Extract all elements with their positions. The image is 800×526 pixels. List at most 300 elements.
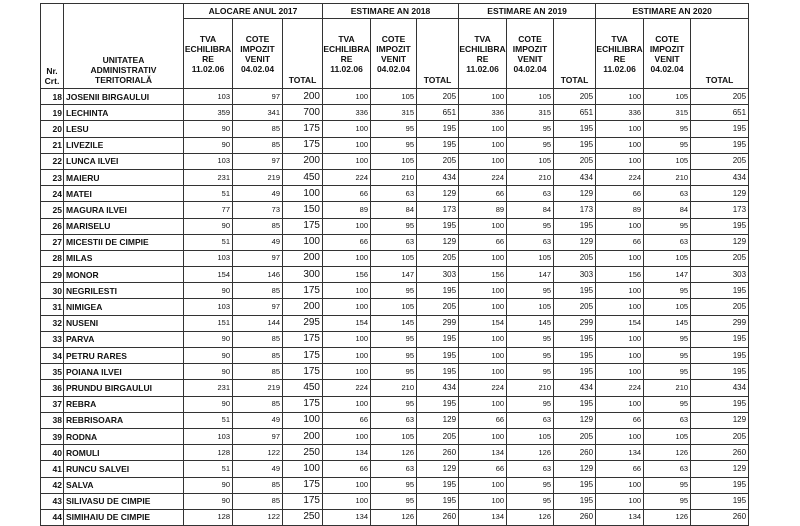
group-header-2019: ESTIMARE AN 2019 xyxy=(459,4,596,19)
cote-value: 95 xyxy=(507,283,554,299)
total-value: 195 xyxy=(554,477,596,493)
total-value: 700 xyxy=(283,105,323,121)
total-value: 129 xyxy=(554,234,596,250)
cote-value: 97 xyxy=(233,89,283,105)
total-value: 129 xyxy=(691,234,749,250)
cote-value: 105 xyxy=(371,153,417,169)
table-row xyxy=(41,234,749,250)
total-value: 205 xyxy=(691,89,749,105)
cote-value: 97 xyxy=(233,428,283,444)
tva-value: 66 xyxy=(596,186,644,202)
total-value: 195 xyxy=(417,348,459,364)
tva-value: 51 xyxy=(184,234,233,250)
cote-value: 105 xyxy=(507,299,554,315)
tva-value: 51 xyxy=(184,186,233,202)
cote-value: 210 xyxy=(371,380,417,396)
total-value: 195 xyxy=(417,396,459,412)
total-value: 175 xyxy=(283,364,323,380)
row-number: 39 xyxy=(41,428,64,444)
table-row xyxy=(41,331,749,347)
cote-value: 85 xyxy=(233,477,283,493)
total-value: 175 xyxy=(283,396,323,412)
cote-value: 105 xyxy=(371,250,417,266)
tva-value: 100 xyxy=(323,428,371,444)
row-number: 36 xyxy=(41,380,64,396)
total-value: 303 xyxy=(417,267,459,283)
cote-value: 63 xyxy=(644,234,691,250)
tva-value: 100 xyxy=(323,364,371,380)
total-value: 303 xyxy=(554,267,596,283)
tva-value: 100 xyxy=(459,121,507,137)
group-header-row xyxy=(41,4,749,19)
total-value: 651 xyxy=(417,105,459,121)
cote-value: 145 xyxy=(507,315,554,331)
total-value: 195 xyxy=(554,364,596,380)
total-value: 175 xyxy=(283,283,323,299)
tva-value: 66 xyxy=(459,412,507,428)
unit-name: RODNA xyxy=(64,428,184,444)
tva-value: 100 xyxy=(459,218,507,234)
row-number: 42 xyxy=(41,477,64,493)
tva-value: 100 xyxy=(323,218,371,234)
tva-value: 89 xyxy=(323,202,371,218)
tva-value: 100 xyxy=(459,250,507,266)
tva-value: 89 xyxy=(596,202,644,218)
cote-value: 105 xyxy=(507,250,554,266)
total-value: 195 xyxy=(554,331,596,347)
tva-value: 100 xyxy=(596,331,644,347)
total-value: 205 xyxy=(417,89,459,105)
tva-value: 100 xyxy=(459,477,507,493)
total-value: 260 xyxy=(554,509,596,525)
table-row xyxy=(41,509,749,525)
unit-name: SILIVASU DE CIMPIE xyxy=(64,493,184,509)
table-row xyxy=(41,412,749,428)
cote-value: 49 xyxy=(233,412,283,428)
cote-value: 105 xyxy=(371,428,417,444)
group-header-2020: ESTIMARE AN 2020 xyxy=(596,4,749,19)
tva-value: 154 xyxy=(596,315,644,331)
cote-value: 146 xyxy=(233,267,283,283)
tva-value: 51 xyxy=(184,412,233,428)
total-value: 195 xyxy=(691,348,749,364)
total-value: 651 xyxy=(691,105,749,121)
total-value: 173 xyxy=(417,202,459,218)
cote-value: 95 xyxy=(507,396,554,412)
table-row xyxy=(41,137,749,153)
cote-value: 63 xyxy=(507,186,554,202)
total-value: 129 xyxy=(554,461,596,477)
cote-value: 210 xyxy=(644,380,691,396)
row-number: 30 xyxy=(41,283,64,299)
total-value: 195 xyxy=(691,396,749,412)
table-row xyxy=(41,121,749,137)
tva-value: 100 xyxy=(596,283,644,299)
cote-value: 95 xyxy=(644,477,691,493)
tva-value: 231 xyxy=(184,169,233,185)
tva-value: 103 xyxy=(184,89,233,105)
tva-value: 100 xyxy=(459,299,507,315)
unit-name: MAGURA ILVEI xyxy=(64,202,184,218)
total-value: 205 xyxy=(691,428,749,444)
total-value: 434 xyxy=(691,169,749,185)
total-value: 205 xyxy=(417,153,459,169)
cote-value: 126 xyxy=(371,509,417,525)
table-row xyxy=(41,250,749,266)
cote-value: 84 xyxy=(644,202,691,218)
row-number: 23 xyxy=(41,169,64,185)
cote-value: 210 xyxy=(507,169,554,185)
cote-value: 145 xyxy=(644,315,691,331)
tva-value: 100 xyxy=(596,364,644,380)
tva-value: 103 xyxy=(184,299,233,315)
row-number: 43 xyxy=(41,493,64,509)
table-row xyxy=(41,299,749,315)
cote-value: 219 xyxy=(233,380,283,396)
cote-value: 95 xyxy=(644,137,691,153)
cote-value: 95 xyxy=(371,283,417,299)
tva-value: 100 xyxy=(323,477,371,493)
total-header-2019: TOTAL xyxy=(554,19,596,89)
nr-crt-header: Nr. Crt. xyxy=(41,4,64,89)
total-value: 205 xyxy=(691,153,749,169)
total-value: 205 xyxy=(554,299,596,315)
tva-value: 90 xyxy=(184,137,233,153)
total-value: 434 xyxy=(554,380,596,396)
unit-name: REBRISOARA xyxy=(64,412,184,428)
cote-value: 219 xyxy=(233,169,283,185)
total-value: 450 xyxy=(283,380,323,396)
tva-value: 224 xyxy=(323,380,371,396)
tva-value: 66 xyxy=(323,461,371,477)
tva-value: 100 xyxy=(596,477,644,493)
cote-value: 95 xyxy=(371,121,417,137)
unit-name: SIMIHAIU DE CIMPIE xyxy=(64,509,184,525)
total-value: 175 xyxy=(283,493,323,509)
tva-value: 128 xyxy=(184,445,233,461)
table-row xyxy=(41,89,749,105)
cote-value: 95 xyxy=(371,218,417,234)
table-row xyxy=(41,153,749,169)
total-value: 205 xyxy=(691,250,749,266)
tva-value: 100 xyxy=(323,89,371,105)
tva-value: 100 xyxy=(596,428,644,444)
cote-value: 95 xyxy=(371,396,417,412)
total-value: 434 xyxy=(417,169,459,185)
total-value: 195 xyxy=(554,283,596,299)
total-value: 205 xyxy=(554,250,596,266)
cote-value: 144 xyxy=(233,315,283,331)
cote-value: 147 xyxy=(371,267,417,283)
unit-name: ROMULI xyxy=(64,445,184,461)
cote-value: 63 xyxy=(644,461,691,477)
total-value: 450 xyxy=(283,169,323,185)
tva-value: 100 xyxy=(459,89,507,105)
tva-header-2018: TVA ECHILIBRA RE 11.02.06 xyxy=(323,19,371,89)
cote-value: 63 xyxy=(371,234,417,250)
total-value: 260 xyxy=(691,445,749,461)
total-value: 205 xyxy=(691,299,749,315)
row-number: 33 xyxy=(41,331,64,347)
total-value: 129 xyxy=(417,461,459,477)
tva-value: 336 xyxy=(323,105,371,121)
table-row xyxy=(41,202,749,218)
total-value: 100 xyxy=(283,461,323,477)
tva-value: 100 xyxy=(323,493,371,509)
tva-value: 154 xyxy=(459,315,507,331)
tva-value: 90 xyxy=(184,364,233,380)
tva-value: 66 xyxy=(323,412,371,428)
total-value: 651 xyxy=(554,105,596,121)
total-value: 100 xyxy=(283,234,323,250)
tva-value: 134 xyxy=(459,445,507,461)
tva-value: 224 xyxy=(323,169,371,185)
total-value: 195 xyxy=(417,493,459,509)
total-value: 195 xyxy=(691,137,749,153)
cote-value: 97 xyxy=(233,299,283,315)
tva-value: 134 xyxy=(596,445,644,461)
row-number: 26 xyxy=(41,218,64,234)
row-number: 40 xyxy=(41,445,64,461)
total-value: 100 xyxy=(283,412,323,428)
cote-value: 95 xyxy=(507,137,554,153)
cote-value: 126 xyxy=(644,509,691,525)
tva-value: 100 xyxy=(596,121,644,137)
row-number: 28 xyxy=(41,250,64,266)
cote-value: 85 xyxy=(233,283,283,299)
table-row xyxy=(41,283,749,299)
row-number: 21 xyxy=(41,137,64,153)
cote-value: 49 xyxy=(233,461,283,477)
tva-value: 134 xyxy=(323,445,371,461)
unit-name: LESU xyxy=(64,121,184,137)
tva-value: 100 xyxy=(459,137,507,153)
tva-value: 90 xyxy=(184,218,233,234)
tva-header-2020: TVA ECHILIBRA RE 11.02.06 xyxy=(596,19,644,89)
total-value: 200 xyxy=(283,153,323,169)
cote-value: 95 xyxy=(507,477,554,493)
total-header-2017: TOTAL xyxy=(283,19,323,89)
cote-value: 95 xyxy=(507,364,554,380)
cote-value: 341 xyxy=(233,105,283,121)
total-value: 195 xyxy=(417,364,459,380)
total-value: 200 xyxy=(283,428,323,444)
total-value: 250 xyxy=(283,445,323,461)
cote-value: 84 xyxy=(371,202,417,218)
unit-name: PETRU RARES xyxy=(64,348,184,364)
row-number: 18 xyxy=(41,89,64,105)
row-number: 22 xyxy=(41,153,64,169)
cote-value: 85 xyxy=(233,137,283,153)
table-row xyxy=(41,218,749,234)
cote-value: 85 xyxy=(233,396,283,412)
cote-value: 147 xyxy=(507,267,554,283)
cote-value: 315 xyxy=(644,105,691,121)
tva-value: 224 xyxy=(596,380,644,396)
cote-value: 95 xyxy=(507,218,554,234)
tva-value: 231 xyxy=(184,380,233,396)
total-value: 175 xyxy=(283,331,323,347)
cote-value: 49 xyxy=(233,234,283,250)
unit-name: MARISELU xyxy=(64,218,184,234)
tva-value: 103 xyxy=(184,153,233,169)
total-value: 100 xyxy=(283,186,323,202)
total-value: 173 xyxy=(554,202,596,218)
unit-name: PRUNDU BIRGAULUI xyxy=(64,380,184,396)
total-value: 175 xyxy=(283,218,323,234)
cote-value: 105 xyxy=(644,89,691,105)
tva-value: 151 xyxy=(184,315,233,331)
table-row xyxy=(41,267,749,283)
tva-value: 89 xyxy=(459,202,507,218)
cote-value: 95 xyxy=(507,348,554,364)
tva-value: 66 xyxy=(596,412,644,428)
cote-value: 105 xyxy=(644,153,691,169)
row-number: 31 xyxy=(41,299,64,315)
cote-value: 105 xyxy=(644,299,691,315)
cote-value: 85 xyxy=(233,493,283,509)
cote-value: 63 xyxy=(371,412,417,428)
cote-value: 95 xyxy=(644,121,691,137)
total-value: 205 xyxy=(417,428,459,444)
total-header-2018: TOTAL xyxy=(417,19,459,89)
cote-value: 126 xyxy=(507,509,554,525)
tva-value: 90 xyxy=(184,396,233,412)
unit-name: POIANA ILVEI xyxy=(64,364,184,380)
total-value: 195 xyxy=(417,477,459,493)
table-body xyxy=(41,89,749,526)
total-value: 195 xyxy=(691,121,749,137)
tva-value: 100 xyxy=(323,250,371,266)
cote-value: 105 xyxy=(507,428,554,444)
total-value: 434 xyxy=(691,380,749,396)
unit-name: MONOR xyxy=(64,267,184,283)
unit-name: MILAS xyxy=(64,250,184,266)
cote-value: 95 xyxy=(371,331,417,347)
total-value: 195 xyxy=(691,283,749,299)
table-row xyxy=(41,445,749,461)
cote-value: 85 xyxy=(233,348,283,364)
total-value: 260 xyxy=(691,509,749,525)
total-value: 205 xyxy=(417,299,459,315)
cote-value: 95 xyxy=(644,396,691,412)
tva-value: 100 xyxy=(596,493,644,509)
total-value: 299 xyxy=(554,315,596,331)
cote-value: 95 xyxy=(644,493,691,509)
tva-value: 90 xyxy=(184,477,233,493)
tva-value: 100 xyxy=(323,283,371,299)
cote-value: 49 xyxy=(233,186,283,202)
table-row xyxy=(41,396,749,412)
tva-value: 100 xyxy=(459,396,507,412)
tva-value: 100 xyxy=(323,331,371,347)
total-value: 129 xyxy=(691,412,749,428)
total-value: 195 xyxy=(554,348,596,364)
total-value: 434 xyxy=(417,380,459,396)
tva-value: 100 xyxy=(323,348,371,364)
cote-value: 126 xyxy=(507,445,554,461)
row-number: 19 xyxy=(41,105,64,121)
unit-header: UNITATEA ADMINISTRATIV TERITORIALĂ xyxy=(64,4,184,89)
total-value: 173 xyxy=(691,202,749,218)
tva-value: 100 xyxy=(323,153,371,169)
tva-value: 336 xyxy=(459,105,507,121)
tva-value: 100 xyxy=(596,137,644,153)
cote-value: 126 xyxy=(644,445,691,461)
tva-value: 224 xyxy=(459,169,507,185)
cote-value: 210 xyxy=(371,169,417,185)
total-value: 195 xyxy=(417,121,459,137)
table-row xyxy=(41,169,749,185)
row-number: 25 xyxy=(41,202,64,218)
tva-value: 100 xyxy=(596,299,644,315)
cote-value: 95 xyxy=(644,283,691,299)
cote-value: 105 xyxy=(371,89,417,105)
row-number: 34 xyxy=(41,348,64,364)
total-value: 195 xyxy=(554,121,596,137)
unit-name: PARVA xyxy=(64,331,184,347)
tva-value: 224 xyxy=(596,169,644,185)
total-value: 205 xyxy=(417,250,459,266)
total-value: 195 xyxy=(554,218,596,234)
total-value: 195 xyxy=(691,218,749,234)
cote-value: 105 xyxy=(644,428,691,444)
table-row xyxy=(41,380,749,396)
table-row xyxy=(41,348,749,364)
unit-name: MATEI xyxy=(64,186,184,202)
cote-value: 95 xyxy=(507,121,554,137)
total-value: 175 xyxy=(283,348,323,364)
tva-value: 90 xyxy=(184,331,233,347)
cote-value: 97 xyxy=(233,250,283,266)
total-value: 200 xyxy=(283,299,323,315)
cote-value: 95 xyxy=(371,477,417,493)
total-value: 303 xyxy=(691,267,749,283)
tva-value: 154 xyxy=(184,267,233,283)
total-value: 195 xyxy=(417,137,459,153)
tva-value: 77 xyxy=(184,202,233,218)
tva-value: 66 xyxy=(596,461,644,477)
group-header-2017: ALOCARE ANUL 2017 xyxy=(184,4,323,19)
cote-value: 63 xyxy=(644,186,691,202)
tva-value: 224 xyxy=(459,380,507,396)
unit-name: JOSENII BIRGAULUI xyxy=(64,89,184,105)
total-value: 195 xyxy=(417,331,459,347)
total-value: 195 xyxy=(691,331,749,347)
tva-value: 336 xyxy=(596,105,644,121)
table-row xyxy=(41,493,749,509)
total-value: 175 xyxy=(283,121,323,137)
unit-name: MICESTII DE CIMPIE xyxy=(64,234,184,250)
tva-value: 103 xyxy=(184,428,233,444)
tva-value: 103 xyxy=(184,250,233,266)
tva-value: 100 xyxy=(596,396,644,412)
total-value: 250 xyxy=(283,509,323,525)
tva-value: 66 xyxy=(459,234,507,250)
cote-value: 95 xyxy=(644,348,691,364)
tva-value: 154 xyxy=(323,315,371,331)
cote-value: 95 xyxy=(507,331,554,347)
cote-value: 126 xyxy=(371,445,417,461)
total-value: 195 xyxy=(554,396,596,412)
table-row xyxy=(41,364,749,380)
cote-header-2020: COTE IMPOZIT VENIT 04.02.04 xyxy=(644,19,691,89)
table-row xyxy=(41,477,749,493)
cote-value: 210 xyxy=(507,380,554,396)
cote-header-2018: COTE IMPOZIT VENIT 04.02.04 xyxy=(371,19,417,89)
cote-value: 63 xyxy=(507,461,554,477)
allocation-sheet xyxy=(40,3,748,526)
